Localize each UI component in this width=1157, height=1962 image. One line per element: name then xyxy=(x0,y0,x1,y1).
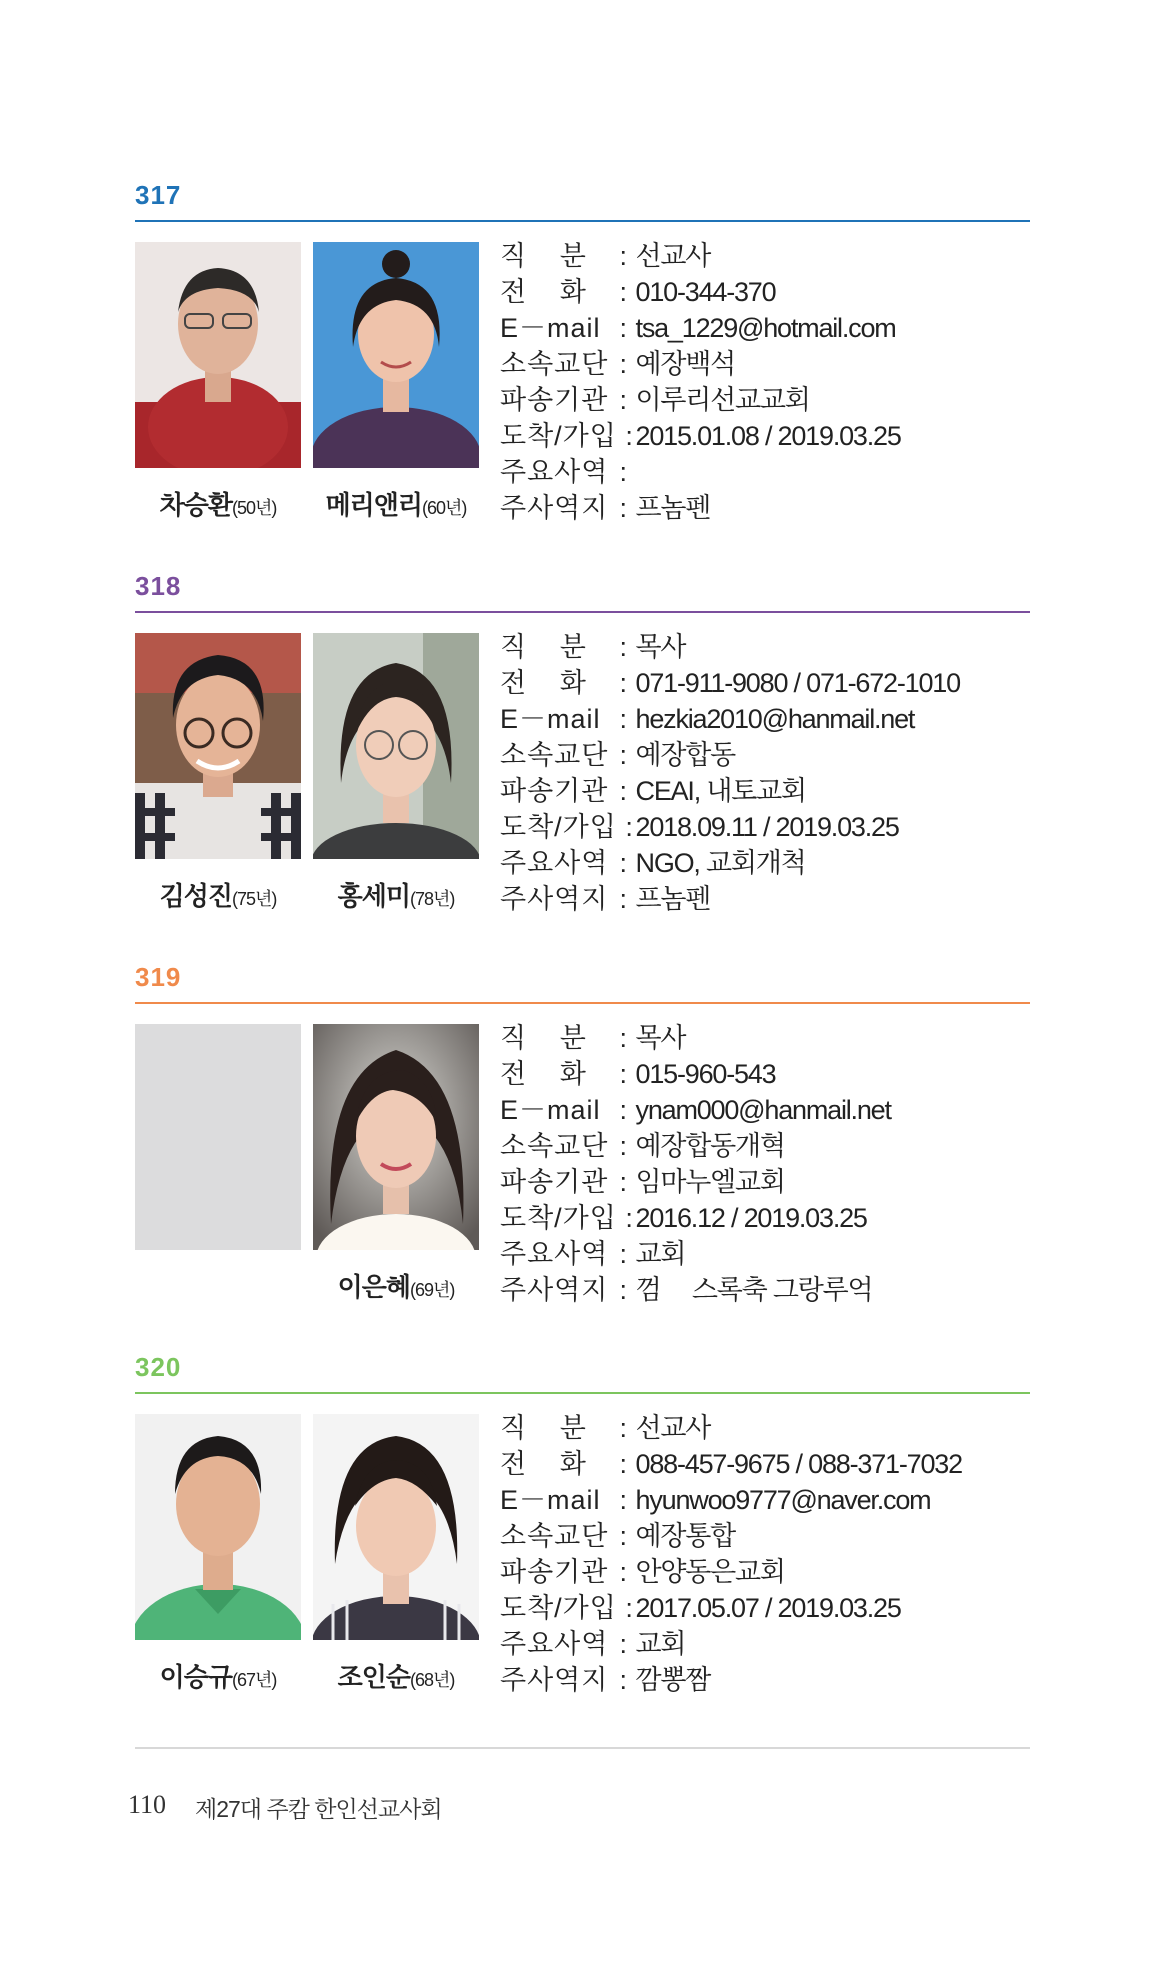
field-email: E－mail : hezkia2010@hanmail.net xyxy=(500,704,915,734)
entry-number: 318 xyxy=(135,571,182,601)
info-block xyxy=(500,1020,891,1308)
info-block xyxy=(500,629,960,917)
field-position: 직 분 : 목사 xyxy=(500,1023,686,1053)
person-name: 이승규(67년) xyxy=(159,1662,277,1692)
missionary-entry-319 xyxy=(0,962,1157,1342)
field-region: 주사역지 : 껌 스록축 그랑루억 xyxy=(500,1275,873,1305)
book-title: 제27대 주캄 한인선교사회 xyxy=(195,1796,442,1822)
field-ministry: 주요사역 : NGO, 교회개척 xyxy=(500,848,806,878)
field-email: E－mail : tsa_1229@hotmail.com xyxy=(500,313,896,343)
field-denomination: 소속교단 : 예장합동 xyxy=(500,740,736,770)
photo-husband xyxy=(135,1414,301,1640)
field-ministry: 주요사역 : 교회 xyxy=(500,1629,686,1659)
portrait-image xyxy=(313,1024,479,1250)
person-name: 홍세미(78년) xyxy=(337,881,455,911)
missionary-entry-320 xyxy=(0,1352,1157,1732)
portrait-image xyxy=(135,242,301,468)
entry-number: 317 xyxy=(135,180,182,210)
section-rule xyxy=(135,1392,1030,1394)
info-block xyxy=(500,1410,962,1698)
field-region: 주사역지 : 프놈펜 xyxy=(500,884,711,914)
field-sending-org: 파송기관 : 안양동은교회 xyxy=(500,1557,785,1587)
field-sending-org: 파송기관 : 이루리선교교회 xyxy=(500,385,810,415)
missionary-entry-318 xyxy=(0,571,1157,951)
photo-wife xyxy=(313,1024,479,1250)
portrait-image xyxy=(313,633,479,859)
field-phone: 전 화 : 010-344-370 xyxy=(500,277,776,307)
photo-husband xyxy=(135,242,301,468)
field-sending-org: 파송기관 : CEAI, 내토교회 xyxy=(500,776,806,806)
section-rule xyxy=(135,220,1030,222)
section-rule xyxy=(135,1002,1030,1004)
entry-number: 319 xyxy=(135,962,182,992)
photo-placeholder xyxy=(135,1024,301,1250)
portrait-image xyxy=(135,633,301,859)
entry-number: 320 xyxy=(135,1352,182,1382)
field-position: 직 분 : 선교사 xyxy=(500,1413,711,1443)
field-region: 주사역지 : 깜뽕짬 xyxy=(500,1665,711,1695)
field-ministry: 주요사역 : xyxy=(500,457,628,487)
field-denomination: 소속교단 : 예장통합 xyxy=(500,1521,736,1551)
person-name: 차승환(50년) xyxy=(159,490,277,520)
field-denomination: 소속교단 : 예장합동개혁 xyxy=(500,1131,785,1161)
field-dates: 도착/가입 : 2018.09.11 / 2019.03.25 xyxy=(500,812,899,842)
photo-husband xyxy=(135,633,301,859)
field-email: E－mail : ynam000@hanmail.net xyxy=(500,1095,891,1125)
field-position: 직 분 : 선교사 xyxy=(500,241,711,271)
page-number: 110 xyxy=(128,1790,167,1819)
field-phone: 전 화 : 015-960-543 xyxy=(500,1059,776,1089)
portrait-image xyxy=(313,242,479,468)
field-region: 주사역지 : 프놈펜 xyxy=(500,493,711,523)
field-dates: 도착/가입 : 2015.01.08 / 2019.03.25 xyxy=(500,421,901,451)
person-name: 김성진(75년) xyxy=(159,881,277,911)
photo-wife xyxy=(313,242,479,468)
portrait-image xyxy=(313,1414,479,1640)
person-name: 이은혜(69년) xyxy=(337,1272,455,1302)
field-email: E－mail : hyunwoo9777@naver.com xyxy=(500,1485,931,1515)
field-sending-org: 파송기관 : 임마누엘교회 xyxy=(500,1167,785,1197)
missionary-entry-317 xyxy=(0,180,1157,560)
portrait-image xyxy=(135,1414,301,1640)
photo-wife xyxy=(313,1414,479,1640)
photo-wife xyxy=(313,633,479,859)
field-ministry: 주요사역 : 교회 xyxy=(500,1239,686,1269)
person-name: 메리앤리(60년) xyxy=(325,490,467,520)
field-dates: 도착/가입 : 2016.12 / 2019.03.25 xyxy=(500,1203,867,1233)
field-phone: 전 화 : 071-911-9080 / 071-672-1010 xyxy=(500,668,960,698)
field-dates: 도착/가입 : 2017.05.07 / 2019.03.25 xyxy=(500,1593,901,1623)
person-name: 조인순(68년) xyxy=(337,1662,455,1692)
field-phone: 전 화 : 088-457-9675 / 088-371-7032 xyxy=(500,1449,962,1479)
section-rule xyxy=(135,611,1030,613)
field-denomination: 소속교단 : 예장백석 xyxy=(500,349,736,379)
footer-rule xyxy=(135,1747,1030,1749)
info-block xyxy=(500,238,901,526)
field-position: 직 분 : 목사 xyxy=(500,632,686,662)
